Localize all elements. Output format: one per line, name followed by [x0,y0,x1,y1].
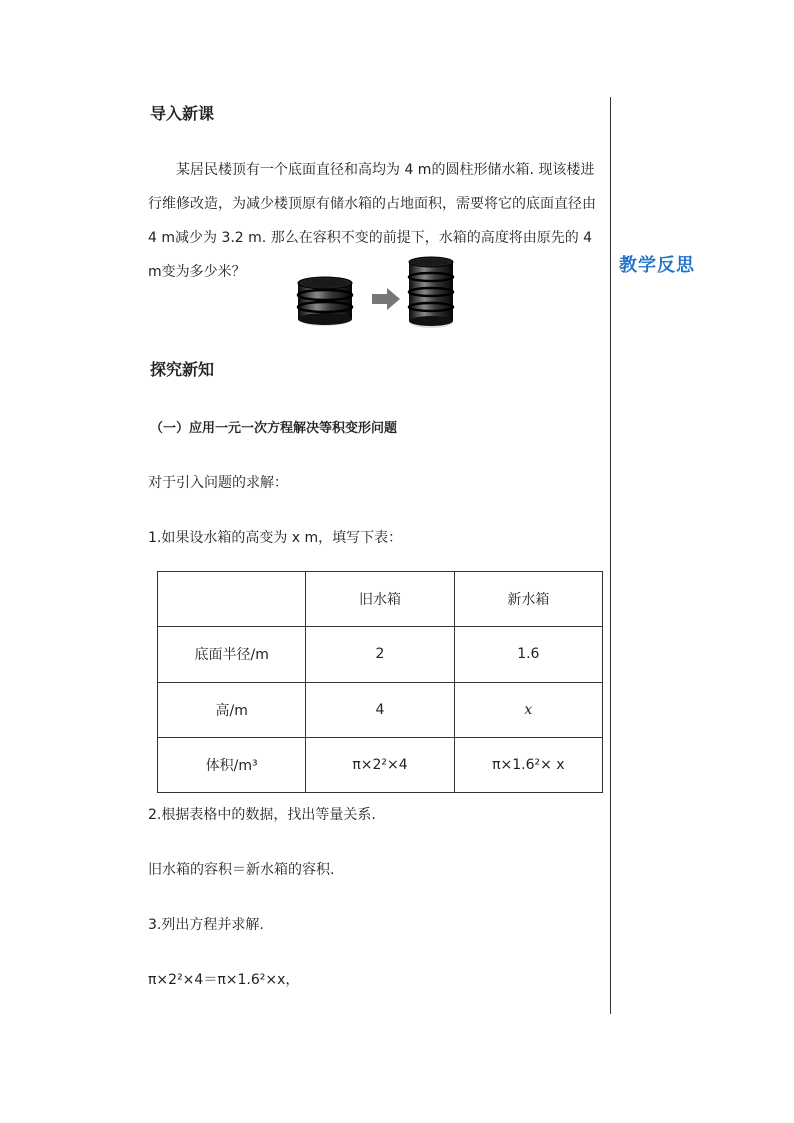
step-2-text: 2.根据表格中的数据，找出等量关系. [148,807,376,823]
table-header-row [158,572,603,627]
intro-heading: 导入新课 [150,104,215,123]
intro-paragraph: 某居民楼顶有一个底面直径和高均为 4 m的圆柱形储水箱. 现该楼进行维修改造，为减少楼顶原有储水箱的占地面积，需要将它的底面直径由 4 m减少为 3.2 m. 那么在容积不变的前提下，水箱的高度将由原先的 4 m变为多少米？ [148,162,596,280]
table-header-cell [158,572,306,627]
table-cell: x [454,682,602,737]
table-cell: 4 [306,682,454,737]
right-arrow-icon [372,288,400,310]
equality-relation: 旧水箱的容积＝新水箱的容积. [148,862,335,878]
table-header-cell: 旧水箱 [306,572,454,627]
barrel-icon [409,257,453,328]
barrel-icon [298,277,352,326]
table-cell: 1.6 [454,627,602,682]
table-cell: π×1.6²× x [454,737,602,792]
table-cell: 2 [306,627,454,682]
table-row [158,627,603,682]
intro-question-line: 对于引入问题的求解： [148,475,288,491]
table-header-cell: 新水箱 [454,572,602,627]
margin-divider-line [610,97,611,1014]
table-row [158,737,603,792]
water-tank-table [157,571,603,793]
step-1-text: 1.如果设水箱的高变为 x m，填写下表： [148,530,403,546]
explore-heading: 探究新知 [150,360,215,379]
table-row [158,682,603,737]
equation-line: π×2²×4＝π×1.6²×x， [148,972,300,988]
table-cell: π×2²×4 [306,737,454,792]
water-tank-illustration [296,255,461,329]
table-cell: 底面半径/m [158,627,306,682]
step-3-text: 3.列出方程并求解. [148,917,264,933]
sub-heading: （一）应用一元一次方程解决等积变形问题 [150,421,398,436]
table-cell: 高/m [158,682,306,737]
teaching-reflection-title: 教学反思 [619,255,695,276]
table-cell: 体积/m³ [158,737,306,792]
